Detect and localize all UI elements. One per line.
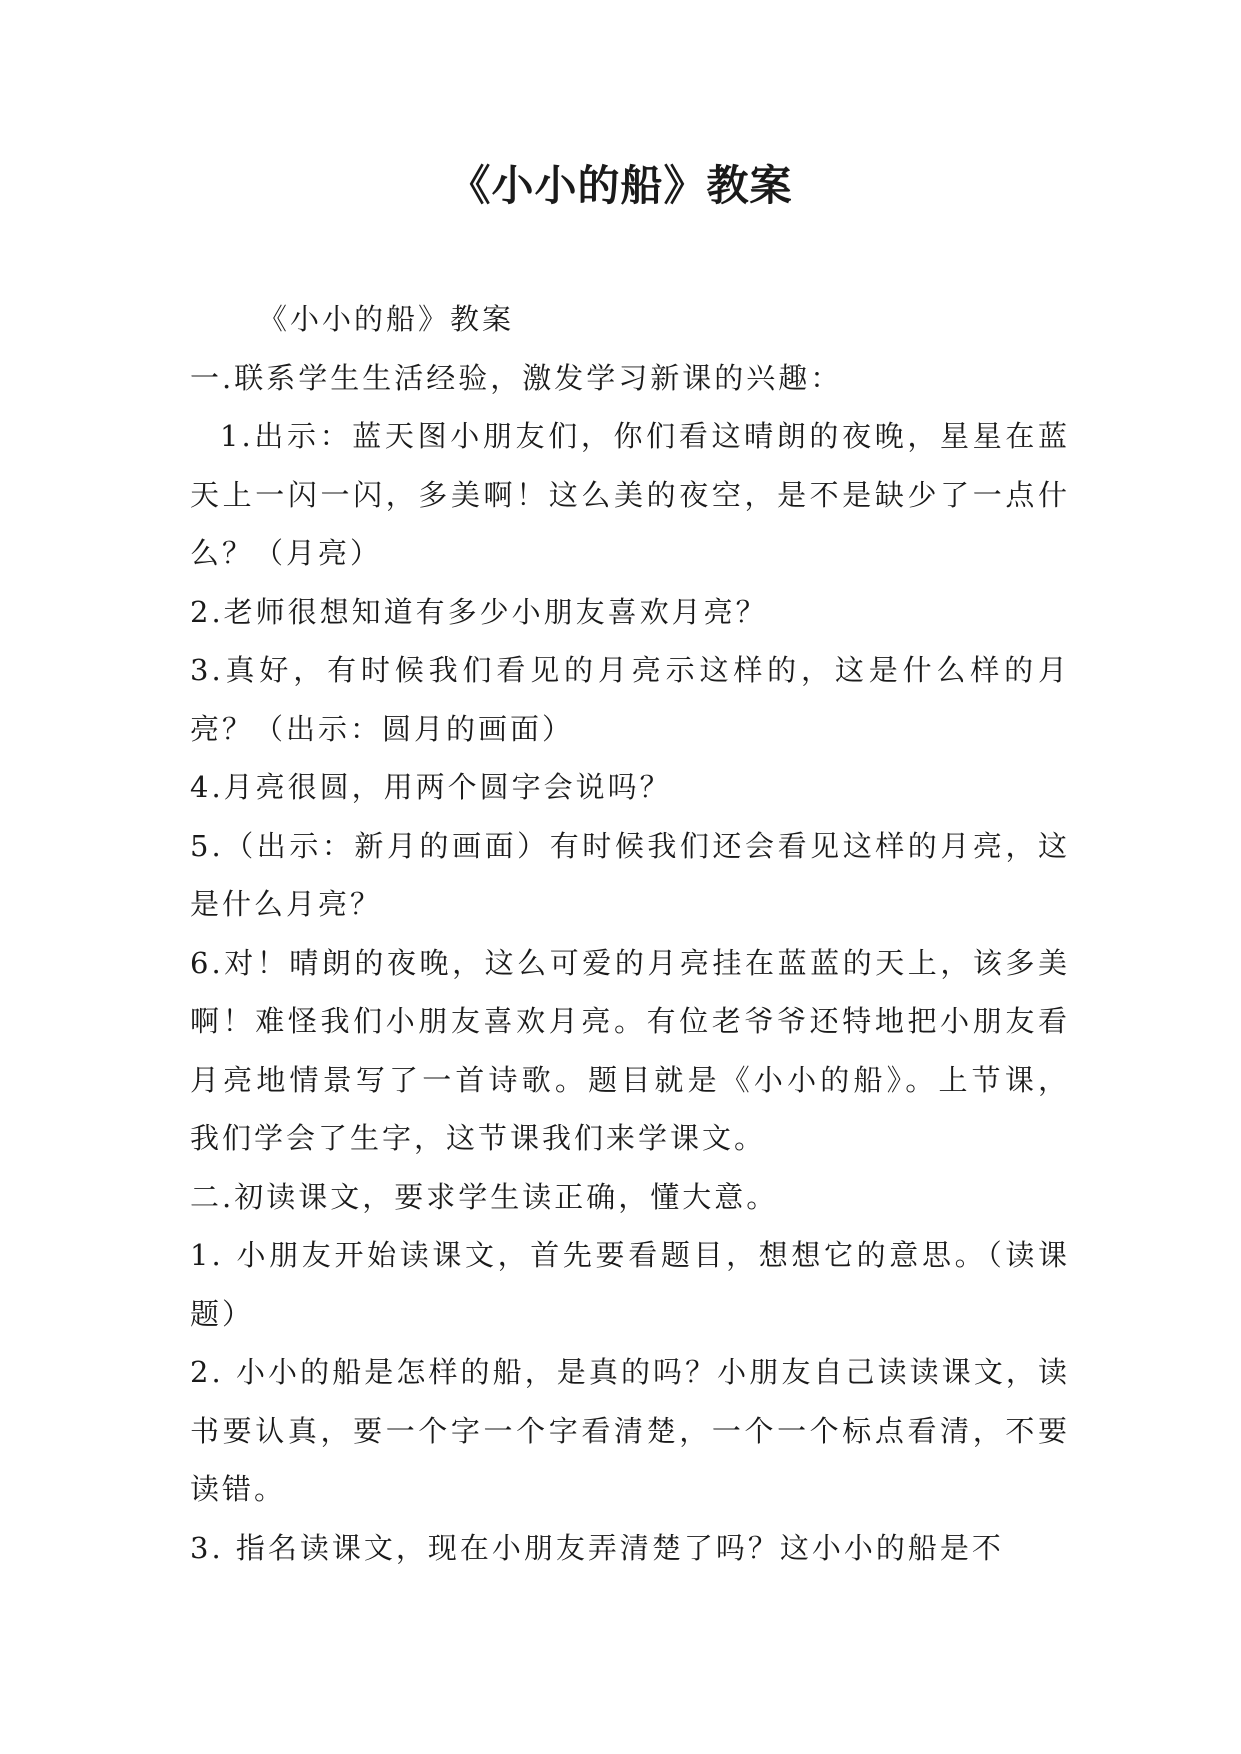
paragraph-item-3: 3.真好，有时候我们看见的月亮示这样的，这是什么样的月亮？（出示：圆月的画面） — [190, 653, 1070, 746]
paragraph-item-8: 2. 小小的船是怎样的船，是真的吗？小朋友自己读读课文，读书要认真，要一个字一个字看清楚，一个一个标点看清，不要读错。 — [190, 1355, 1070, 1506]
section-heading-1: 一.联系学生生活经验，激发学习新课的兴趣： — [190, 360, 843, 395]
document-body — [190, 290, 1070, 1577]
paragraph-item-1: 1.出示：蓝天图小朋友们，你们看这晴朗的夜晚，星星在蓝天上一闪一闪，多美啊！这么美的夜空，是不是缺少了一点什么？（月亮） — [190, 419, 1070, 570]
paragraph-item-9: 3. 指名读课文，现在小朋友弄清楚了吗？这小小的船是不 — [190, 1530, 1004, 1565]
paragraph-item-4: 4.月亮很圆，用两个圆字会说吗？ — [190, 770, 672, 804]
paragraph-item-5: 5.（出示：新月的画面）有时候我们还会看见这样的月亮，这是什么月亮？ — [190, 828, 1070, 921]
paragraph-item-6: 6.对！晴朗的夜晚，这么可爱的月亮挂在蓝蓝的天上，该多美啊！难怪我们小朋友喜欢月亮。有位老爷爷还特地把小朋友看月亮地情景写了一首诗歌。题目就是《小小的船》。上节课，我们学会了生字，这节课我们来学课文。 — [190, 945, 1070, 1155]
paragraph-item-7: 1. 小朋友开始读课文，首先要看题目，想想它的意思。（读课题） — [190, 1238, 1070, 1331]
document-title: 《小小的船》教案 — [448, 161, 793, 210]
section-heading-2: 二.初读课文，要求学生读正确，懂大意。 — [190, 1179, 779, 1214]
paragraph-item-2: 2.老师很想知道有多少小朋友喜欢月亮？ — [190, 594, 768, 629]
subtitle-paragraph: 《小小的船》教案 — [258, 302, 515, 336]
